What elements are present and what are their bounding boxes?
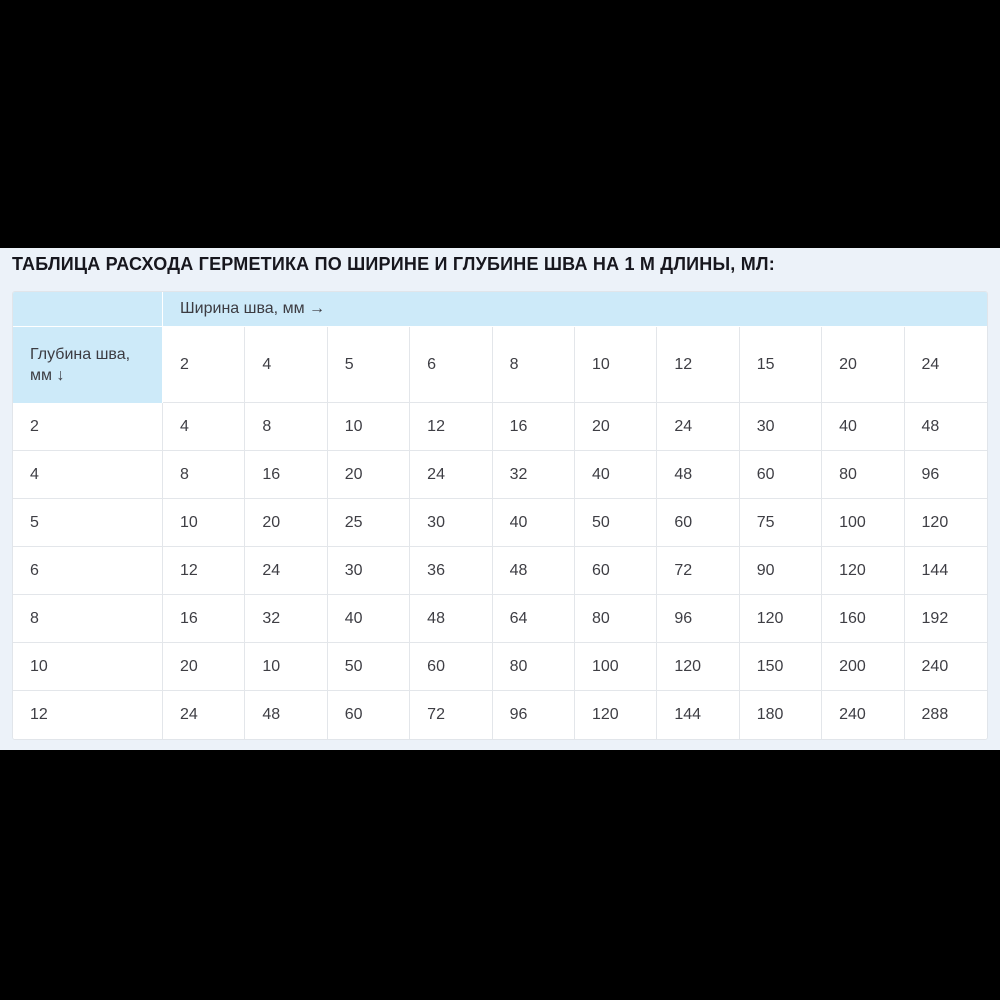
letterbox-bottom <box>0 750 1000 1000</box>
column-header-cell: 12 <box>657 327 739 403</box>
table-body <box>13 403 987 739</box>
value-cell: 96 <box>657 595 739 643</box>
column-header-cell: 15 <box>740 327 822 403</box>
value-cell: 50 <box>575 499 657 547</box>
value-cell: 120 <box>822 547 904 595</box>
value-cell: 12 <box>410 403 492 451</box>
value-cell: 36 <box>410 547 492 595</box>
table-row <box>13 547 987 595</box>
table-row <box>13 499 987 547</box>
value-cell: 100 <box>822 499 904 547</box>
value-cell: 10 <box>163 499 245 547</box>
value-cell: 60 <box>740 451 822 499</box>
value-cell: 30 <box>410 499 492 547</box>
column-header-cell: 24 <box>905 327 987 403</box>
value-cell: 16 <box>245 451 327 499</box>
value-cell: 120 <box>740 595 822 643</box>
value-cell: 192 <box>905 595 987 643</box>
value-cell: 96 <box>905 451 987 499</box>
row-header-cell: 6 <box>13 547 163 595</box>
value-cell: 80 <box>493 643 575 691</box>
row-header-cell: 4 <box>13 451 163 499</box>
value-cell: 8 <box>163 451 245 499</box>
value-cell: 120 <box>575 691 657 739</box>
value-cell: 64 <box>493 595 575 643</box>
column-header-cell: 10 <box>575 327 657 403</box>
value-cell: 48 <box>905 403 987 451</box>
value-cell: 48 <box>245 691 327 739</box>
value-cell: 60 <box>328 691 410 739</box>
row-header-cell: 10 <box>13 643 163 691</box>
row-header-cell: 5 <box>13 499 163 547</box>
corner-cell <box>13 292 163 327</box>
value-cell: 10 <box>245 643 327 691</box>
value-cell: 60 <box>575 547 657 595</box>
value-cell: 80 <box>575 595 657 643</box>
value-cell: 60 <box>410 643 492 691</box>
table-row <box>13 643 987 691</box>
letterbox-top <box>0 0 1000 248</box>
value-cell: 150 <box>740 643 822 691</box>
depth-axis-label-cell <box>13 327 163 403</box>
value-cell: 200 <box>822 643 904 691</box>
value-cell: 20 <box>575 403 657 451</box>
value-cell: 120 <box>905 499 987 547</box>
width-axis-label-cell: Ширина шва, мм → <box>163 292 987 327</box>
table-row <box>13 403 987 451</box>
value-cell: 25 <box>328 499 410 547</box>
value-cell: 12 <box>163 547 245 595</box>
column-header-cell: 20 <box>822 327 904 403</box>
table-row <box>13 691 987 739</box>
column-header-cell: 2 <box>163 327 245 403</box>
value-cell: 240 <box>905 643 987 691</box>
value-cell: 20 <box>245 499 327 547</box>
column-header-row <box>13 327 987 403</box>
value-cell: 48 <box>410 595 492 643</box>
value-cell: 72 <box>657 547 739 595</box>
value-cell: 80 <box>822 451 904 499</box>
value-cell: 160 <box>822 595 904 643</box>
value-cell: 8 <box>245 403 327 451</box>
value-cell: 240 <box>822 691 904 739</box>
value-cell: 20 <box>163 643 245 691</box>
value-cell: 30 <box>328 547 410 595</box>
value-cell: 120 <box>657 643 739 691</box>
table-head <box>13 292 987 403</box>
row-header-cell: 2 <box>13 403 163 451</box>
value-cell: 40 <box>328 595 410 643</box>
value-cell: 16 <box>493 403 575 451</box>
column-header-cell: 6 <box>410 327 492 403</box>
value-cell: 40 <box>575 451 657 499</box>
row-header-cell: 8 <box>13 595 163 643</box>
value-cell: 50 <box>328 643 410 691</box>
value-cell: 100 <box>575 643 657 691</box>
table-row <box>13 451 987 499</box>
depth-axis-label-line2: мм ↓ <box>30 367 65 384</box>
row-header-cell: 12 <box>13 691 163 739</box>
value-cell: 4 <box>163 403 245 451</box>
value-cell: 24 <box>163 691 245 739</box>
depth-axis-label-line1: Глубина шва, <box>30 346 131 363</box>
value-cell: 144 <box>657 691 739 739</box>
value-cell: 10 <box>328 403 410 451</box>
value-cell: 40 <box>822 403 904 451</box>
value-cell: 24 <box>245 547 327 595</box>
value-cell: 90 <box>740 547 822 595</box>
table-row <box>13 595 987 643</box>
value-cell: 16 <box>163 595 245 643</box>
value-cell: 32 <box>493 451 575 499</box>
consumption-table-wrap <box>12 291 988 740</box>
width-axis-row <box>13 292 987 327</box>
value-cell: 20 <box>328 451 410 499</box>
value-cell: 75 <box>740 499 822 547</box>
content-area <box>0 248 1000 750</box>
value-cell: 40 <box>493 499 575 547</box>
column-header-cell: 4 <box>245 327 327 403</box>
value-cell: 48 <box>657 451 739 499</box>
value-cell: 32 <box>245 595 327 643</box>
consumption-table <box>13 292 987 739</box>
value-cell: 24 <box>657 403 739 451</box>
column-header-cell: 5 <box>328 327 410 403</box>
page-title: ТАБЛИЦА РАСХОДА ГЕРМЕТИКА ПО ШИРИНЕ И ГЛУБИНЕ ШВА НА 1 М ДЛИНЫ, МЛ: <box>12 254 775 274</box>
value-cell: 60 <box>657 499 739 547</box>
value-cell: 24 <box>410 451 492 499</box>
value-cell: 288 <box>905 691 987 739</box>
value-cell: 96 <box>493 691 575 739</box>
value-cell: 72 <box>410 691 492 739</box>
value-cell: 30 <box>740 403 822 451</box>
value-cell: 48 <box>493 547 575 595</box>
value-cell: 144 <box>905 547 987 595</box>
value-cell: 180 <box>740 691 822 739</box>
column-header-cell: 8 <box>493 327 575 403</box>
